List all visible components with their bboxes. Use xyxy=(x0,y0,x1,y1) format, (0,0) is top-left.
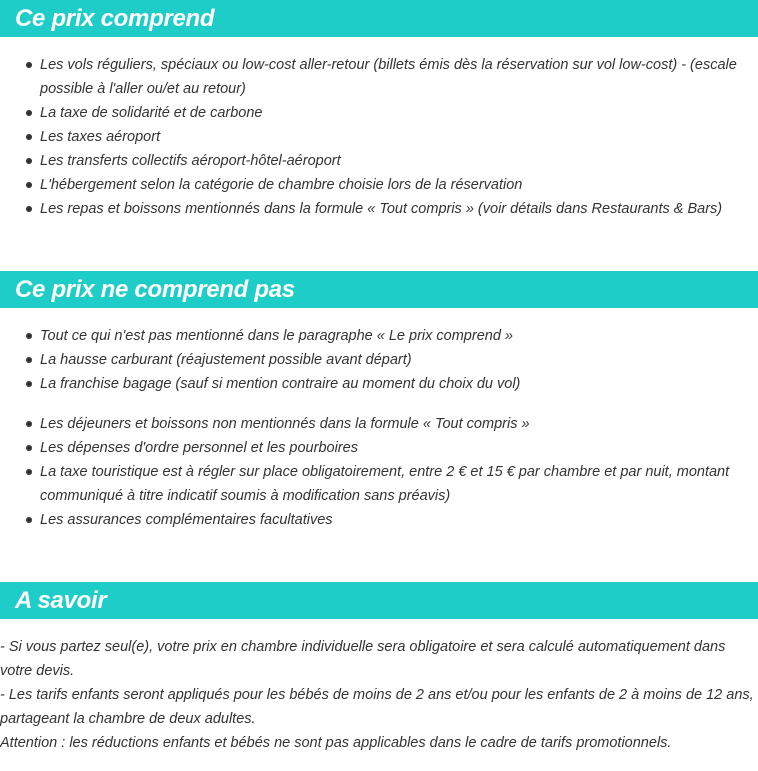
bullet-icon xyxy=(26,333,32,339)
info-line-attention: Attention : les réductions enfants et bébés ne sont pas applicables dans le cadre de tarifs promotionnels. xyxy=(0,735,672,751)
bullet-icon xyxy=(26,206,32,212)
list-item: L'hébergement selon la catégorie de chambre choisie lors de la réservation xyxy=(0,173,740,197)
list-item: La franchise bagage (sauf si mention contraire au moment du choix du vol) xyxy=(0,372,740,396)
bullet-icon xyxy=(26,517,32,523)
list-item: Les taxes aéroport xyxy=(0,125,740,149)
bullet-icon xyxy=(26,445,32,451)
section-header-excludes xyxy=(0,271,758,308)
section-header-includes xyxy=(0,0,758,37)
bullet-icon xyxy=(26,110,32,116)
list-item: Les dépenses d'ordre personnel et les pourboires xyxy=(0,436,740,460)
bullet-icon xyxy=(26,62,32,68)
bullet-icon xyxy=(26,381,32,387)
bullet-icon xyxy=(26,421,32,427)
list-item: Les assurances complémentaires facultatives xyxy=(0,508,740,532)
section-header-info xyxy=(0,582,758,619)
list-item: La taxe touristique est à régler sur place obligatoirement, entre 2 € et 15 € par chambre et par nuit, montant communiqué à titre indicatif soumis à modification sans préavis) xyxy=(0,460,740,508)
list-item: La hausse carburant (réajustement possible avant départ) xyxy=(0,348,740,372)
bullet-icon xyxy=(26,134,32,140)
list-item: La taxe de solidarité et de carbone xyxy=(0,101,740,125)
section-title-includes: Ce prix comprend xyxy=(15,5,215,32)
info-line-solo: - Si vous partez seul(e), votre prix en chambre individuelle sera obligatoire et sera calculé automatiquement dans votre devis. xyxy=(0,639,726,679)
list-item: Les repas et boissons mentionnés dans la formule « Tout compris » (voir détails dans Restaurants & Bars) xyxy=(0,197,740,221)
bullet-icon xyxy=(26,469,32,475)
list-item: Les vols réguliers, spéciaux ou low-cost aller-retour (billets émis dès la réservation sur vol low-cost) - (escale possible à l'aller ou/et au retour) xyxy=(0,53,740,101)
bullet-icon xyxy=(26,357,32,363)
excludes-list-1 xyxy=(0,324,740,396)
excludes-list-2 xyxy=(0,412,740,532)
bullet-icon xyxy=(26,158,32,164)
includes-list xyxy=(0,53,740,221)
info-line-children: - Les tarifs enfants seront appliqués pour les bébés de moins de 2 ans et/ou pour les enfants de 2 à moins de 12 ans, partageant la chambre de deux adultes. xyxy=(0,687,754,727)
list-item: Les déjeuners et boissons non mentionnés dans la formule « Tout compris » xyxy=(0,412,740,436)
section-title-excludes: Ce prix ne comprend pas xyxy=(15,276,295,303)
bullet-icon xyxy=(26,182,32,188)
list-item: Tout ce qui n'est pas mentionné dans le paragraphe « Le prix comprend » xyxy=(0,324,740,348)
list-item: Les transferts collectifs aéroport-hôtel-aéroport xyxy=(0,149,740,173)
section-title-info: A savoir xyxy=(15,587,107,614)
